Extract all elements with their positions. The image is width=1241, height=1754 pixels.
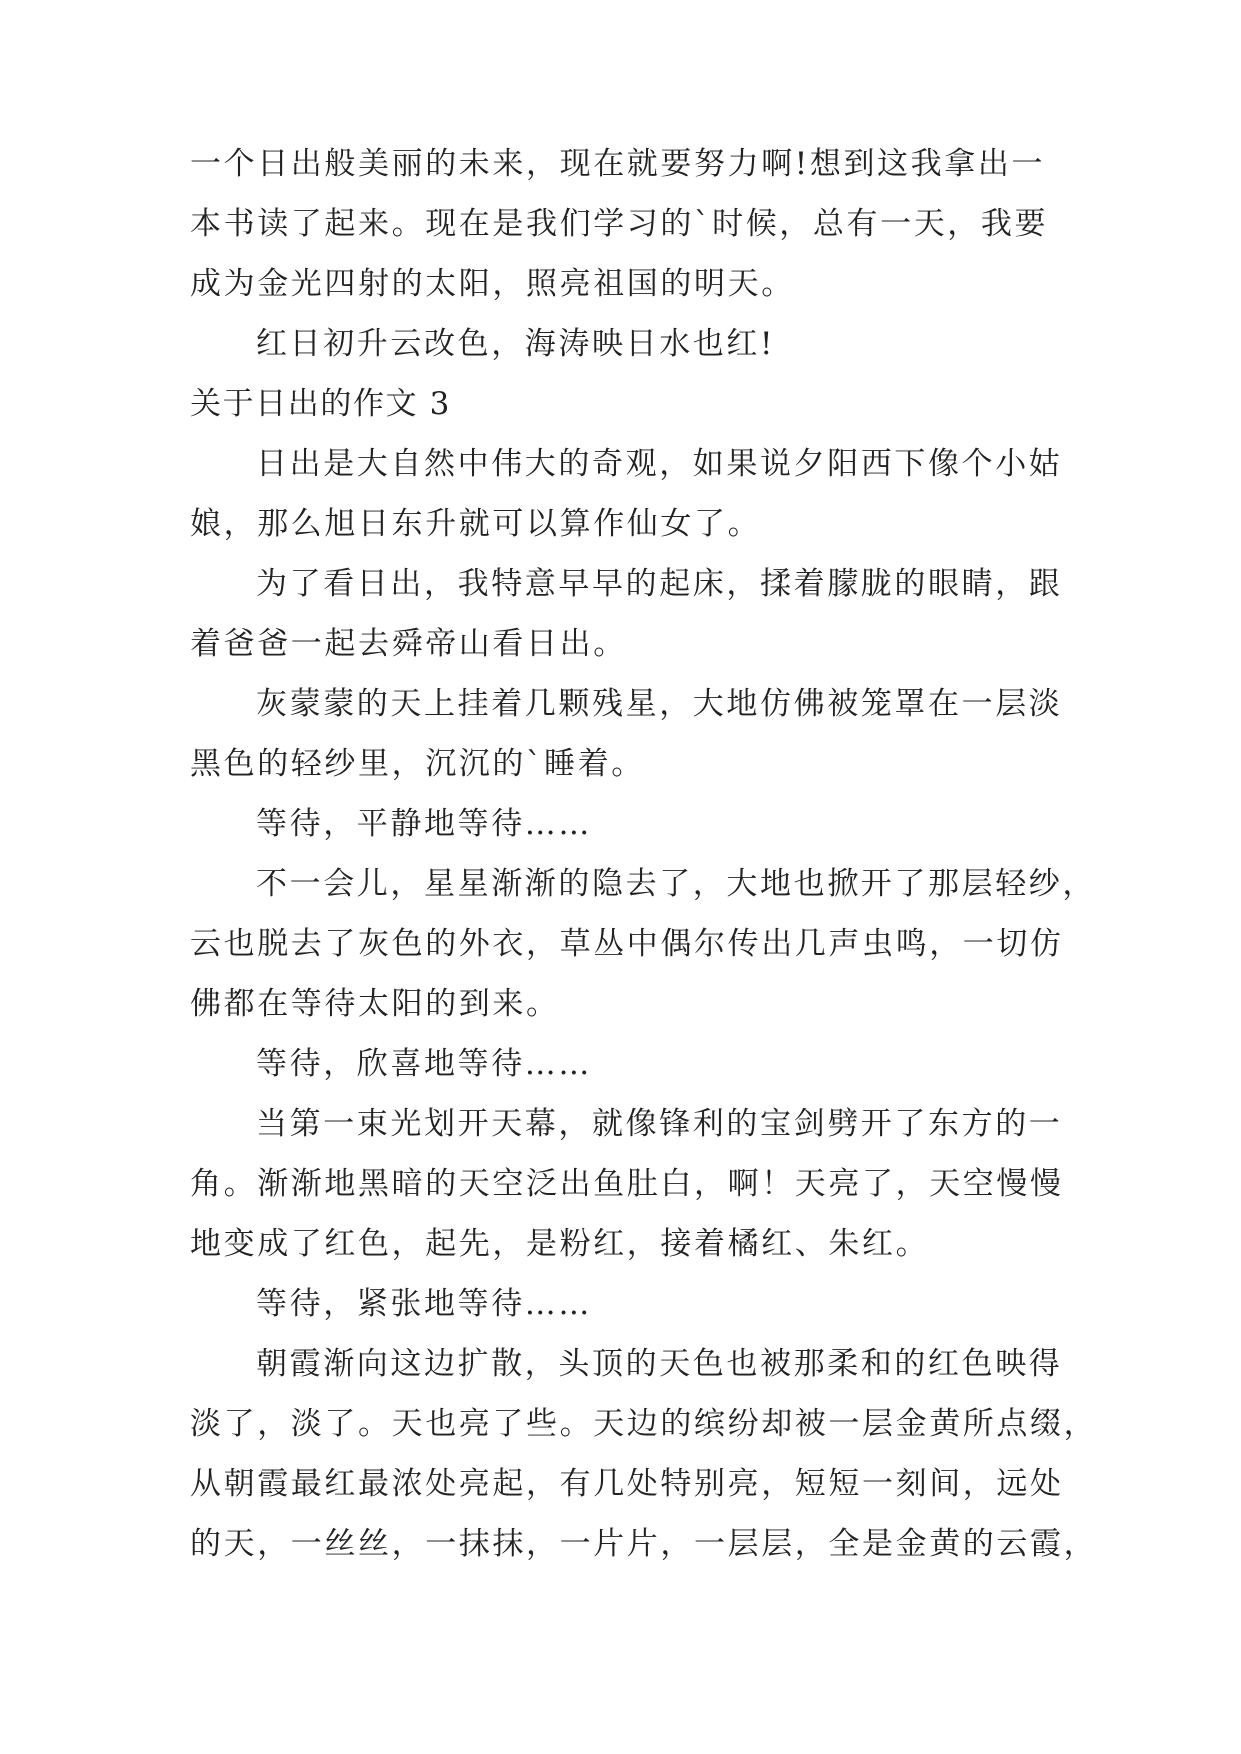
- text-line: 黑色的轻纱里，沉沉的`睡着。: [190, 746, 645, 782]
- text-line: 着爸爸一起去舜帝山看日出。: [190, 626, 627, 662]
- text-line: 本书读了起来。现在是我们学习的`时候，总有一天，我要: [190, 206, 1049, 242]
- text-line: 等待，欣喜地等待……: [256, 1046, 592, 1082]
- section-heading: 关于日出的作文 3: [190, 386, 451, 422]
- text-line: 日出是大自然中伟大的奇观，如果说夕阳西下像个小姑: [256, 446, 1063, 482]
- text-line: 娘，那么旭日东升就可以算作仙女了。: [190, 506, 762, 542]
- text-line: 成为金光四射的太阳，照亮祖国的明天。: [190, 266, 795, 302]
- text-line: 角。渐渐地黑暗的天空泛出鱼肚白，啊！天亮了，天空慢慢: [190, 1166, 1064, 1202]
- text-line: 云也脱去了灰色的外衣，草丛中偶尔传出几声虫鸣，一切仿: [190, 926, 1064, 962]
- text-line: 灰蒙蒙的天上挂着几颗残星，大地仿佛被笼罩在一层淡: [256, 686, 1063, 722]
- text-line: 朝霞渐向这边扩散，头顶的天色也被那柔和的红色映得: [256, 1346, 1063, 1382]
- text-line: 一个日出般美丽的未来，现在就要努力啊!想到这我拿出一: [190, 146, 1046, 182]
- text-line: 地变成了红色，起先，是粉红，接着橘红、朱红。: [190, 1226, 930, 1262]
- text-line: 的天，一丝丝，一抹抹，一片片，一层层，全是金黄的云霞，: [190, 1526, 1098, 1562]
- text-line: 红日初升云改色，海涛映日水也红!: [256, 326, 776, 362]
- essay-text-body: [190, 134, 1098, 1574]
- text-line: 为了看日出，我特意早早的起床，揉着朦胧的眼睛，跟: [256, 566, 1063, 602]
- text-line: 不一会儿，星星渐渐的隐去了，大地也掀开了那层轻纱，: [256, 866, 1096, 902]
- text-line: 当第一束光划开天幕，就像锋利的宝剑劈开了东方的一: [256, 1106, 1063, 1142]
- text-line: 等待，平静地等待……: [256, 806, 592, 842]
- text-line: 淡了，淡了。天也亮了些。天边的缤纷却被一层金黄所点缀，: [190, 1406, 1098, 1442]
- text-line: 佛都在等待太阳的到来。: [190, 986, 560, 1022]
- text-line: 等待，紧张地等待……: [256, 1286, 592, 1322]
- text-line: 从朝霞最红最浓处亮起，有几处特别亮，短短一刻间，远处: [190, 1466, 1064, 1502]
